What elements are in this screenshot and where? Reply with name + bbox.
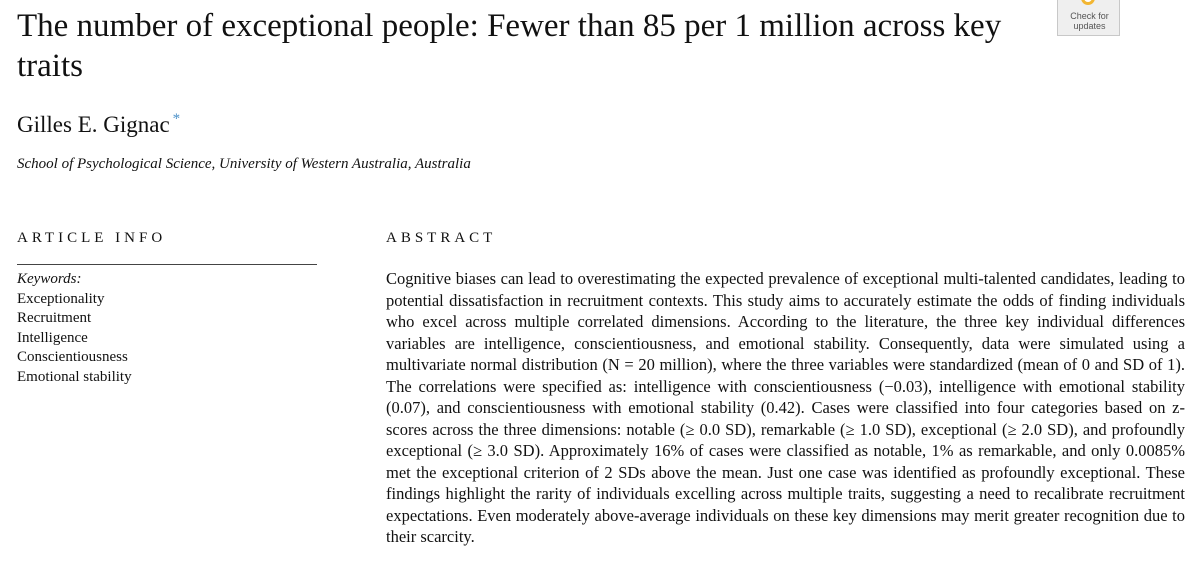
check-for-updates-badge[interactable] [1057, 0, 1120, 36]
keywords-label: Keywords: [17, 271, 82, 287]
article-info-heading: ARTICLE INFO [17, 230, 167, 246]
check-updates-icon [1081, 0, 1095, 5]
author-name [17, 111, 180, 139]
badge-line-1: Check for [1070, 11, 1109, 21]
keyword-item: Recruitment [17, 310, 92, 326]
article-info-divider [17, 264, 317, 265]
author-footnote-link[interactable]: * [172, 111, 181, 127]
keywords-block [17, 270, 132, 387]
badge-line-2: updates [1073, 21, 1106, 31]
abstract-text: Cognitive biases can lead to overestimating the expected prevalence of exceptional multi-talented candidates, leading to potential dissatisfaction in recruitment contexts. This study aims to accurately estimate the odds of finding individuals who excel across multiple correlated dimensions. According to the literature, the three key individual differences variables are intelligence, conscientiousness, and emotional stability. Consequently, data were simulated using a multivariate normal distribution (N = 20 million), where the three variables were standardized (mean of 0 and SD of 1). The correlations were specified as: intelligence with conscientiousness (−0.03), intelligence with emotional stability (0.07), and conscientiousness with emotional stability (0.42). Cases were classified into four categories based on z-scores across the three dimensions: notable (≥ 0.0 SD), remarkable (≥ 1.0 SD), exceptional (≥ 2.0 SD), and profoundly exceptional (≥ 3.0 SD). Approximately 16% of cases were classified as notable, 1% as remarkable, and only 0.0085% met the exceptional criterion of 2 SDs above the mean. Just one case was identified as profoundly exceptional. These findings highlight the rarity of individuals excelling across multiple traits, suggesting a need to recalibrate recruitment expectations. Even moderately above-average individuals on these key dimensions may merit greater recognition due to their scarcity. [386, 269, 1185, 546]
abstract-heading: ABSTRACT [386, 230, 497, 246]
affiliation: School of Psychological Science, University of Western Australia, Australia [17, 156, 471, 172]
article-title: The number of exceptional people: Fewer than 85 per 1 million across key traits [17, 8, 1002, 84]
keyword-item: Intelligence [17, 329, 88, 346]
keyword-item: Emotional stability [17, 368, 132, 385]
keyword-item: Exceptionality [17, 290, 105, 307]
keyword-item: Conscientiousness [17, 349, 128, 365]
author-name-text: Gilles E. Gignac [17, 112, 170, 137]
